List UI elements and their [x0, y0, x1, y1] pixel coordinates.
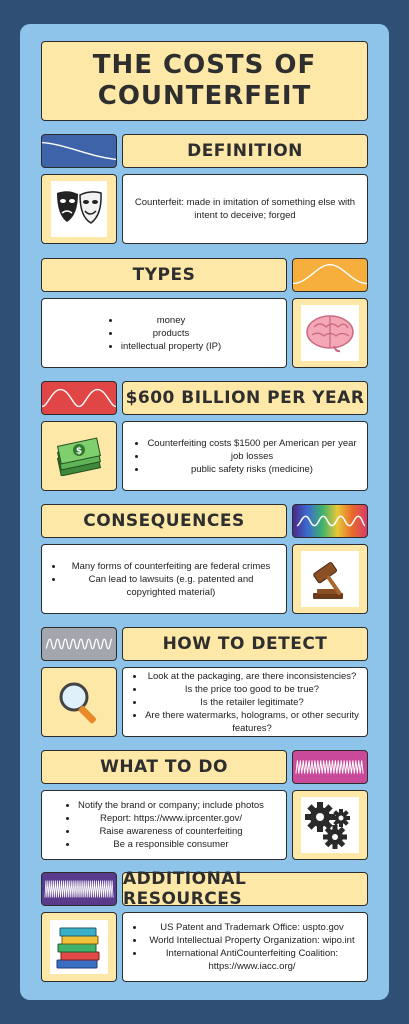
list-item: • US Patent and Trademark Office: uspto.gov	[145, 921, 359, 934]
whattodo-heading-text: WHAT TO DO	[100, 757, 228, 777]
list-item: • World Intellectual Property Organization: wipo.int	[145, 934, 359, 947]
wave-decoration-purple	[41, 872, 117, 906]
page-title	[41, 41, 368, 121]
list-item: • money	[121, 314, 221, 327]
types-heading	[41, 258, 287, 292]
wave-decoration-red	[41, 381, 117, 415]
list-item: • Report: https://www.iprcenter.gov/	[78, 812, 264, 825]
definition-heading	[122, 134, 368, 168]
gears-icon	[301, 797, 359, 853]
detect-heading-text: HOW TO DETECT	[162, 634, 328, 654]
list-item: • job losses	[147, 450, 356, 463]
list-item: • Counterfeiting costs $1500 per American per year	[147, 437, 356, 450]
resources-heading-text: ADDITIONAL RESOURCES	[123, 869, 247, 909]
page-title-text: THE COSTS OF COUNTERFEIT	[92, 50, 317, 111]
gavel-icon	[301, 551, 359, 607]
list-item: • Is the price too good to be true?	[145, 683, 359, 696]
consequences-heading-text: CONSEQUENCES	[83, 511, 245, 531]
list-item: • International AntiCounterfeiting Coalition: https://www.iacc.org/	[145, 947, 359, 973]
list-item: • Notify the brand or company; include photos	[78, 799, 264, 812]
list-item: • public safety risks (medicine)	[147, 463, 356, 476]
list-item: • intellectual property (IP)	[121, 340, 221, 353]
cost-heading-text: $600 BILLION PER YEAR	[125, 388, 365, 408]
cost-list-box	[122, 421, 368, 491]
wave-decoration-blue	[41, 134, 117, 168]
types-heading-text: TYPES	[132, 265, 196, 285]
wave-decoration-orange	[292, 258, 368, 292]
cost-list	[133, 437, 356, 476]
theater-masks-icon	[51, 181, 107, 237]
list-item: • Is the retailer legitimate?	[145, 696, 359, 709]
definition-text: Counterfeit: made in imitation of something else with intent to deceive; forged	[134, 197, 356, 221]
consequences-icon-frame	[292, 544, 368, 614]
wave-decoration-gray	[41, 627, 117, 661]
list-item: • Many forms of counterfeiting are federal crimes	[64, 560, 278, 573]
wave-decoration-rainbow	[292, 504, 368, 538]
resources-icon-frame	[41, 912, 117, 982]
list-item: • Look at the packaging, are there inconsistencies?	[145, 670, 359, 683]
list-item: • Can lead to lawsuits (e.g. patented and copyrighted material)	[64, 573, 278, 599]
cost-icon-frame	[41, 421, 117, 491]
list-item: • Raise awareness of counterfeiting	[78, 825, 264, 838]
resources-heading	[122, 869, 368, 909]
consequences-list-box	[41, 544, 287, 614]
money-stack-icon	[51, 428, 107, 484]
consequences-list	[50, 560, 278, 599]
types-icon-frame	[292, 298, 368, 368]
whattodo-list	[64, 799, 264, 851]
detect-list-box	[122, 667, 368, 737]
list-item: • products	[121, 327, 221, 340]
whattodo-heading	[41, 750, 287, 784]
types-list	[107, 314, 221, 353]
magnifying-glass-icon	[51, 674, 107, 730]
resources-list	[131, 921, 359, 973]
types-list-box	[41, 298, 287, 368]
consequences-heading	[41, 504, 287, 538]
list-item: • Are there watermarks, holograms, or other security features?	[145, 709, 359, 735]
definition-icon-frame	[41, 174, 117, 244]
dollar-glyph: $	[75, 446, 83, 457]
brain-icon	[301, 305, 359, 361]
wave-decoration-magenta	[292, 750, 368, 784]
definition-text-box	[122, 174, 368, 244]
detect-list	[131, 670, 359, 735]
definition-heading-text: DEFINITION	[187, 141, 303, 161]
cost-heading	[122, 381, 368, 415]
detect-heading	[122, 627, 368, 661]
whattodo-icon-frame	[292, 790, 368, 860]
resources-list-box	[122, 912, 368, 982]
books-icon	[50, 920, 108, 974]
whattodo-list-box	[41, 790, 287, 860]
detect-icon-frame	[41, 667, 117, 737]
list-item: • Be a responsible consumer	[78, 838, 264, 851]
